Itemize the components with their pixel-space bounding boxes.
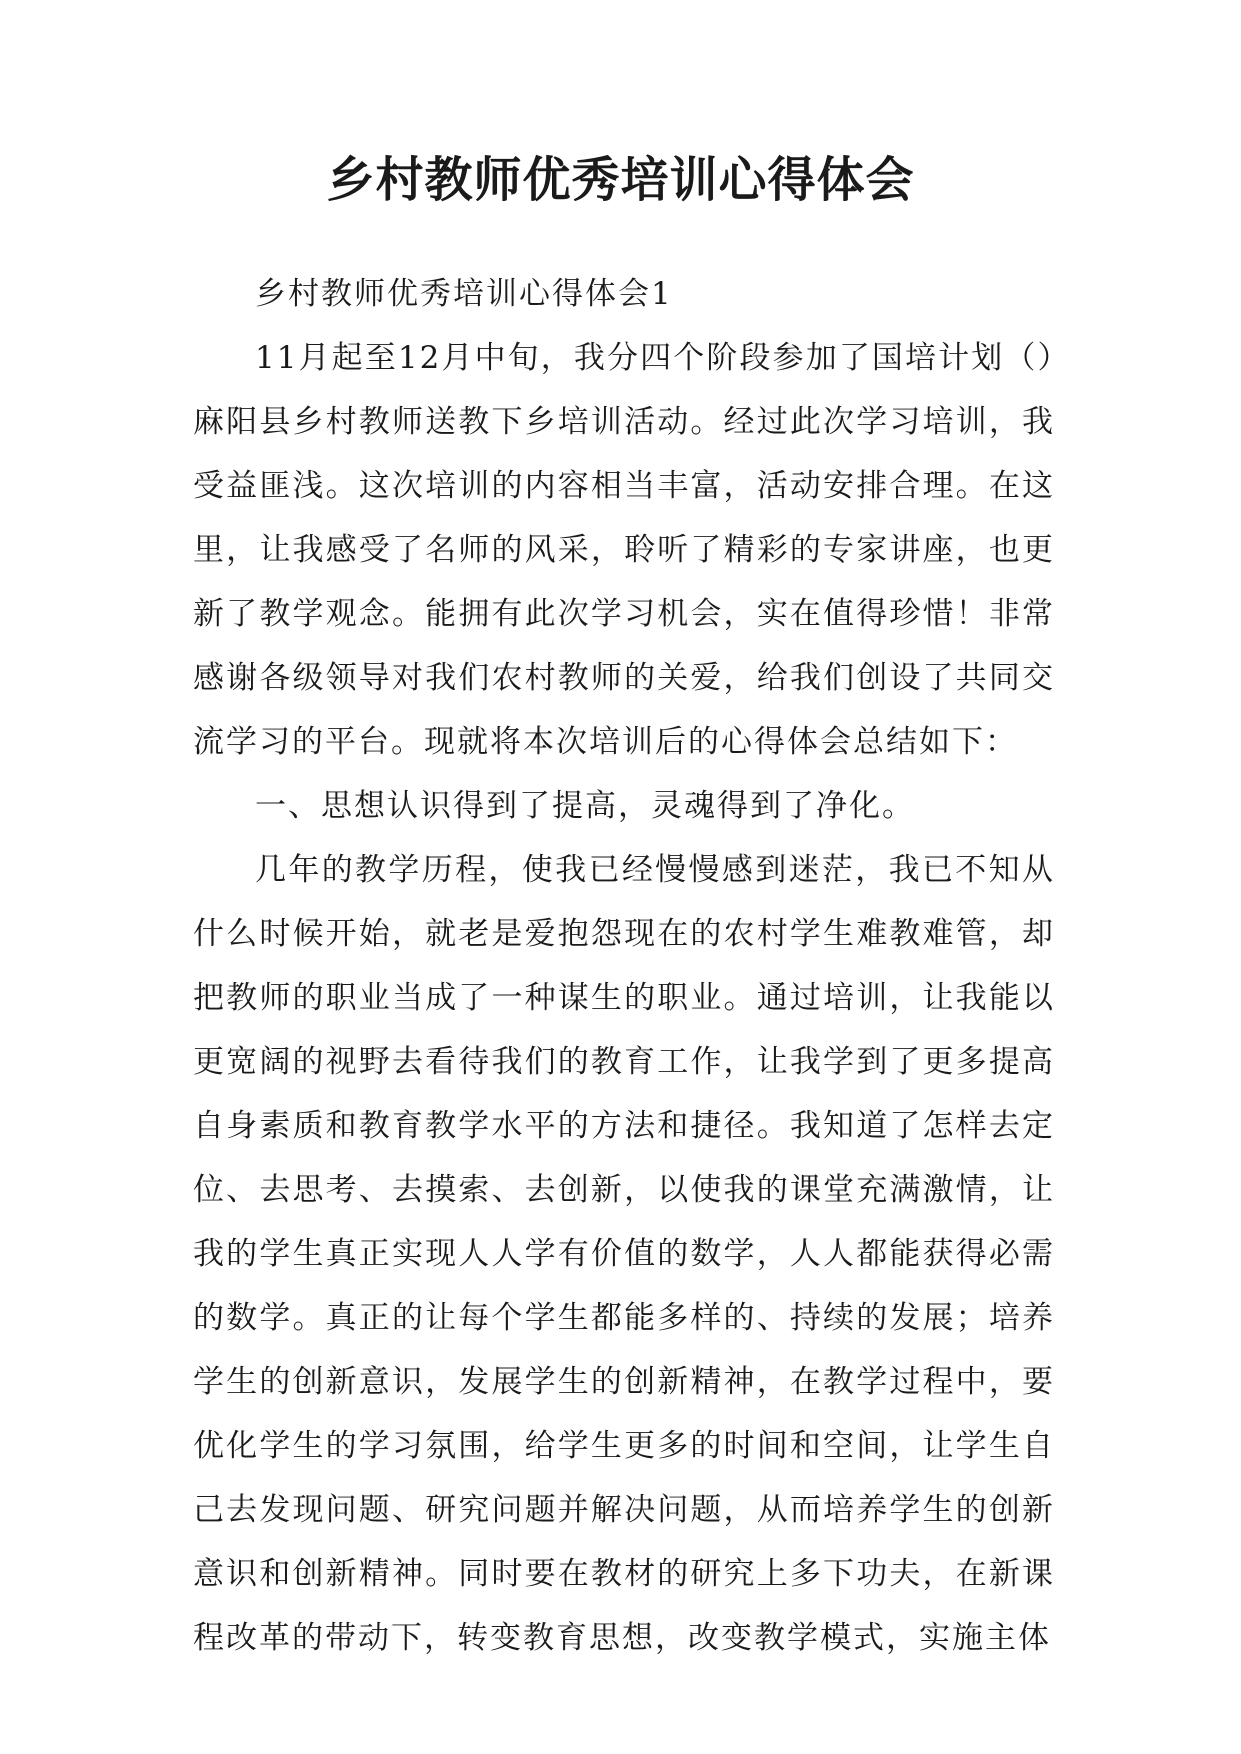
- document-body: [193, 262, 1055, 1670]
- section-heading: 乡村教师优秀培训心得体会1: [255, 276, 673, 312]
- subsection-heading: 一、思想认识得到了提高，灵魂得到了净化。: [255, 788, 915, 824]
- paragraph: 几年的教学历程，使我已经慢慢感到迷茫，我已不知从什么时候开始，就老是爱抱怨现在的农村学生难教难管，却把教师的职业当成了一种谋生的职业。通过培训，让我能以更宽阔的视野去看待我们的教育工作，让我学到了更多提高自身素质和教育教学水平的方法和捷径。我知道了怎样去定位、去思考、去摸索、去创新，以使我的课堂充满激情，让我的学生真正实现人人学有价值的数学，人人都能获得必需的数学。真正的让每个学生都能多样的、持续的发展；培养学生的创新意识，发展学生的创新精神，在教学过程中，要优化学生的学习氛围，给学生更多的时间和空间，让学生自己去发现问题、研究问题并解决问题，从而培养学生的创新意识和创新精神。同时要在教材的研究上多下功夫，在新课程改革的带动下，转变教育思想，改变教学模式，实施主体: [193, 852, 1055, 1656]
- paragraph: 11月起至12月中旬，我分四个阶段参加了国培计划（）麻阳县乡村教师送教下乡培训活动。经过此次学习培训，我受益匪浅。这次培训的内容相当丰富，活动安排合理。在这里，让我感受了名师的风采，聆听了精彩的专家讲座，也更新了教学观念。能拥有此次学习机会，实在值得珍惜！非常感谢各级领导对我们农村教师的关爱，给我们创设了共同交流学习的平台。现就将本次培训后的心得体会总结如下：: [193, 340, 1055, 760]
- document-title: 乡村教师优秀培训心得体会: [326, 152, 915, 208]
